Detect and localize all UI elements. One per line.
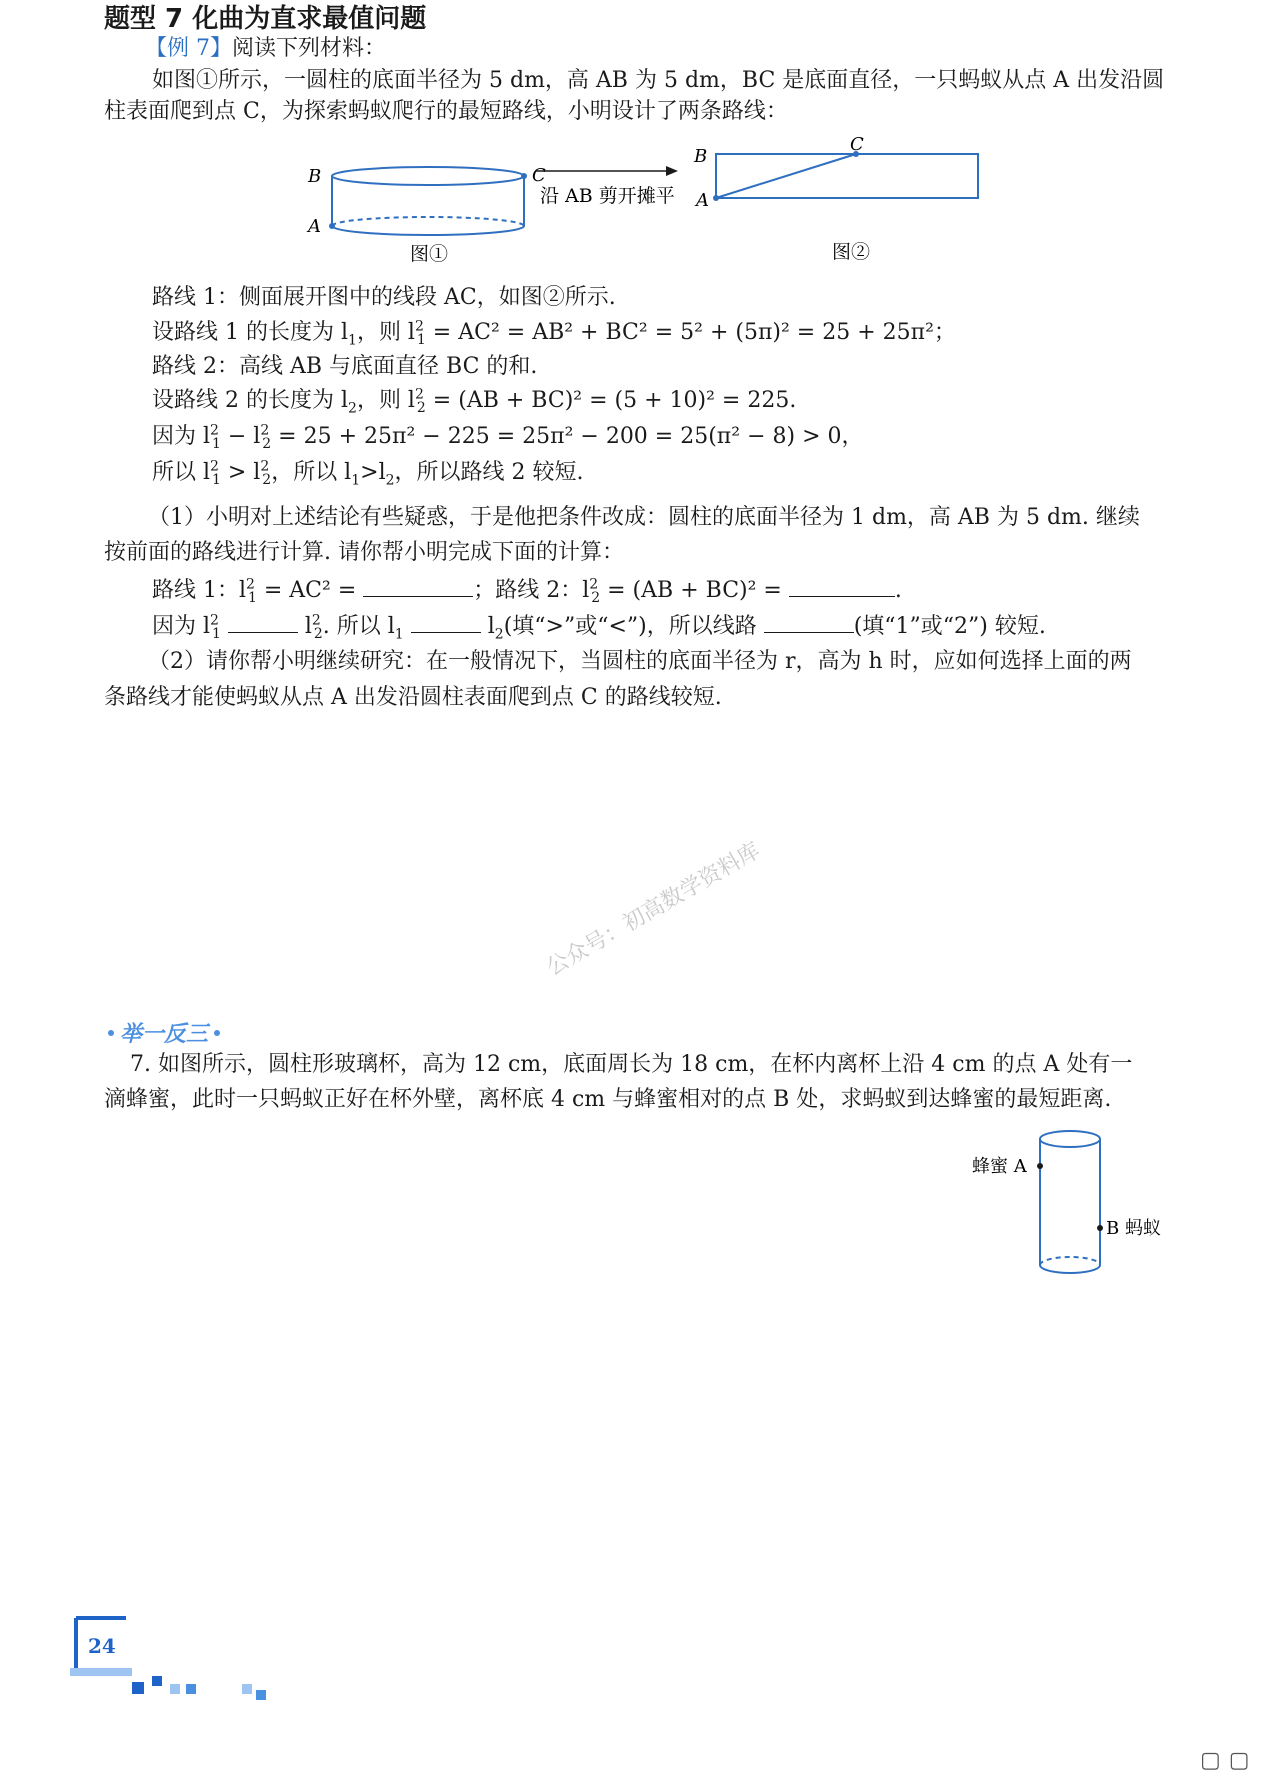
derivation-compare: 因为 $l^2_1 - l^2_2 = 25 + 25\pi^2 - 225 = 25\pi^2 - 200 = 25(\pi^2 - 8) > 0$， [152, 422, 864, 453]
problem7-line-b: 滴蜂蜜，此时一只蚂蚁正好在杯外壁，离杯底 4 cm 与蜂蜜相对的点 B 处，求蚂蚁到达蜂蜜的最短距离. [104, 1087, 1112, 1112]
page-number-decoration [66, 1612, 286, 1722]
segment-ac [716, 154, 856, 198]
fig2-label-b: B [694, 146, 708, 167]
fig2-label-a: A [696, 190, 709, 211]
compare-blank-2[interactable] [411, 610, 481, 633]
example-para-1a: 如图①所示，一圆柱的底面半径为 5 dm，高 AB 为 5 dm，BC 是底面直径，一只蚂蚁从点 A 出发沿圆 [152, 68, 1165, 93]
question2-line-a: （2）请你帮小明继续研究：在一般情况下，当圆柱的底面半径为 r，高为 h 时，应如何选择上面的两 [148, 649, 1132, 674]
route1-answer-blank[interactable] [363, 574, 473, 597]
window-control-icon-2[interactable]: ▢ [1228, 1748, 1250, 1773]
derivation-l2: 设路线 2 的长度为 $l_2$，则 $l^2_2 = (AB + BC)^2 = (5 + 10)^2 = 225$. [152, 386, 797, 417]
fig1-label-b: B [308, 166, 322, 187]
question2-line-b: 条路线才能使蚂蚁从点 A 出发沿圆柱表面爬到点 C 的路线较短. [104, 685, 722, 710]
route2-answer-blank[interactable] [789, 574, 895, 597]
badge-dot-left [108, 1030, 114, 1036]
question1-line-b: 按前面的路线进行计算. 请你帮小明完成下面的计算： [104, 540, 624, 565]
example-para-1b: 柱表面爬到点 C，为探索蚂蚁爬行的最短路线，小明设计了两条路线： [104, 99, 788, 124]
fig1-label-c: C [532, 165, 546, 186]
unfold-arrow [536, 166, 678, 176]
question1-compare-line: 因为 $l^2_1$ $l^2_2$. 所以 $l_1$ $l_2$(填“>”或“<”)，所以线路 (填“1”或“2”) 较短. [152, 610, 1046, 642]
ant-point-b [1097, 1225, 1103, 1231]
glass-cup-figure [960, 1125, 1180, 1285]
figures-diagram [308, 134, 1020, 276]
derivation-l1: 设路线 1 的长度为 $l_1$，则 $l^2_1 = AC^2 = AB^2 + BC^2 = 5^2 + (5\pi)^2 = 25 + 25\pi^2$； [152, 318, 956, 349]
window-controls [1200, 1748, 1250, 1773]
watermark: 公众号：初高数学资料库 [542, 838, 765, 981]
question1-fill-line: 路线 1：$l^2_1 = AC^2$ = ；路线 2：$l^2_2 = (AB + BC)^2$ = . [152, 574, 902, 606]
page-number: 24 [88, 1634, 116, 1658]
badge-text: 举一反三 [120, 1022, 209, 1047]
example-intro: 阅读下列材料： [232, 36, 387, 61]
fig2-label-c: C [850, 134, 864, 155]
route-choice-blank[interactable] [764, 610, 854, 633]
arrow-text: 沿 AB 剪开摊平 [540, 185, 675, 207]
honey-point-a [1037, 1163, 1043, 1169]
cylinder-figure-1 [332, 167, 524, 235]
example-header [145, 34, 386, 64]
fig1-label-a: A [308, 216, 321, 237]
badge-dot-right [214, 1030, 220, 1036]
label-honey-a: 蜂蜜 A [972, 1156, 1027, 1177]
problem7-line-a: 7. 如图所示，圆柱形玻璃杯，高为 12 cm，底面周长为 18 cm，在杯内离杯上沿 4 cm 的点 A 处有一 [130, 1052, 1133, 1077]
example-tag: 【例 7】 [145, 36, 232, 61]
derivation-route1: 路线 1：侧面展开图中的线段 AC，如图②所示. [152, 285, 616, 310]
fig2-caption: 图② [832, 241, 871, 263]
window-control-icon-1[interactable]: ▢ [1200, 1748, 1221, 1773]
compare-blank-1[interactable] [228, 610, 298, 633]
point-c-dot [521, 173, 527, 179]
fig2-point-a-dot [713, 195, 719, 201]
point-a-dot [329, 223, 335, 229]
question1-line-a: （1）小明对上述结论有些疑惑，于是他把条件改成：圆柱的底面半径为 1 dm，高 AB 为 5 dm. 继续 [148, 505, 1140, 530]
derivation-route2: 路线 2：高线 AB 与底面直径 BC 的和. [152, 354, 538, 379]
unfolded-rectangle [716, 154, 978, 198]
practice-badge [108, 1017, 220, 1048]
label-ant-b: B 蚂蚁 [1106, 1218, 1161, 1239]
fig1-caption: 图① [410, 243, 449, 265]
derivation-conclusion: 所以 $l^2_1 > l^2_2$，所以 $l_1>l_2$，所以路线 2 较短. [152, 458, 584, 489]
section-title: 题型 7 化曲为直求最值问题 [104, 4, 427, 34]
